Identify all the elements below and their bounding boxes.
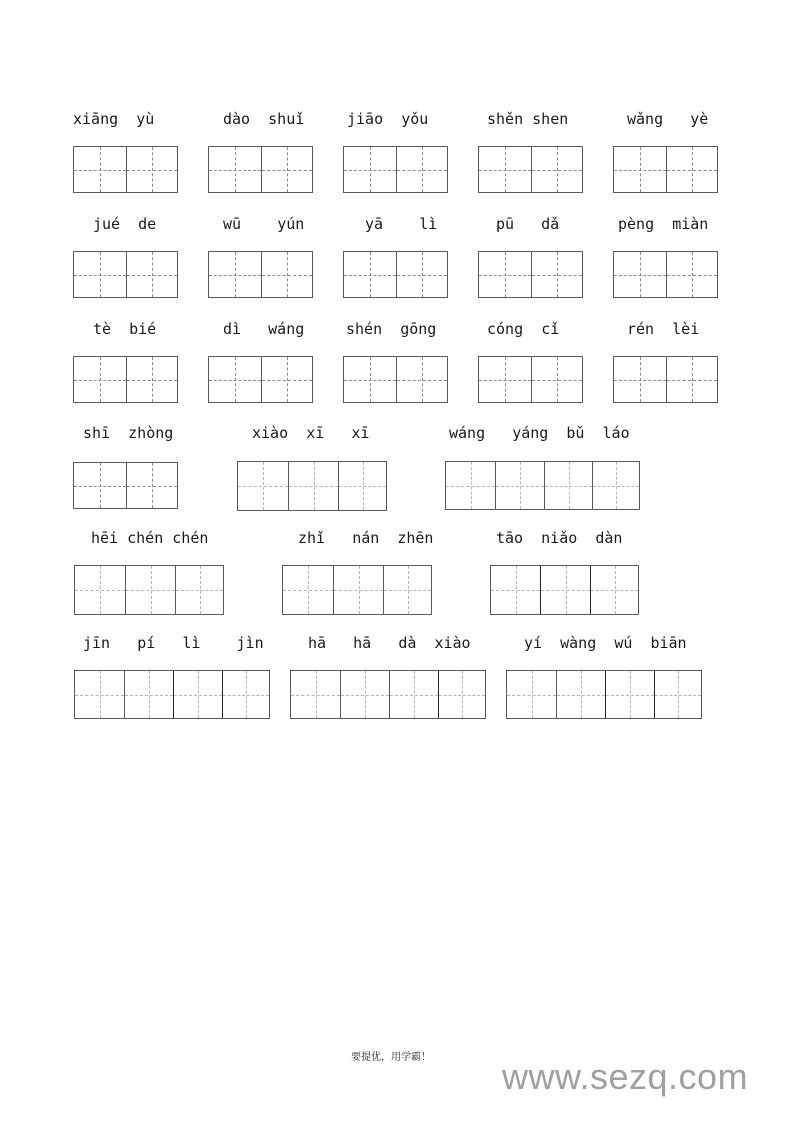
character-cell[interactable] (479, 252, 531, 297)
pinyin-syllable: yù (136, 110, 155, 128)
character-cell[interactable] (126, 252, 177, 297)
writing-grid[interactable] (506, 670, 702, 719)
character-cell[interactable] (124, 671, 173, 718)
pinyin-syllable: lì (182, 634, 201, 652)
pinyin-label (627, 110, 708, 128)
writing-grid[interactable] (343, 356, 448, 403)
pinyin-label (449, 424, 630, 442)
pinyin-syllable: gōng (400, 320, 437, 338)
pinyin-syllable: hā (308, 634, 327, 652)
character-cell[interactable] (344, 252, 396, 297)
character-cell[interactable] (338, 462, 386, 510)
pinyin-syllable: yā (365, 215, 384, 233)
character-cell[interactable] (396, 357, 447, 402)
pinyin-syllable: pí (137, 634, 156, 652)
character-cell[interactable] (74, 147, 126, 192)
character-cell[interactable] (446, 462, 495, 509)
character-cell[interactable] (592, 462, 639, 509)
pinyin-syllable: rén (627, 320, 655, 338)
pinyin-syllable: shuǐ (268, 110, 305, 128)
character-cell[interactable] (209, 357, 261, 402)
pinyin-syllable: chén (172, 529, 209, 547)
character-cell[interactable] (344, 357, 396, 402)
pinyin-syllable: pèng (618, 215, 655, 233)
writing-grid[interactable] (73, 356, 178, 403)
pinyin-syllable: yè (690, 110, 709, 128)
writing-grid[interactable] (282, 565, 432, 615)
character-cell[interactable] (291, 671, 340, 718)
character-cell[interactable] (531, 252, 582, 297)
pinyin-syllable: zhēn (397, 529, 434, 547)
character-cell[interactable] (261, 357, 312, 402)
pinyin-syllable: xī (351, 424, 370, 442)
writing-grid[interactable] (73, 146, 178, 193)
character-cell[interactable] (75, 671, 124, 718)
watermark-url: www.sezq.com (502, 1056, 749, 1097)
pinyin-label (347, 110, 428, 128)
character-cell[interactable] (396, 147, 447, 192)
writing-grid[interactable] (478, 251, 583, 298)
pinyin-syllable: lèi (672, 320, 700, 338)
pinyin-syllable: niǎo (541, 529, 578, 547)
pinyin-syllable: shen (532, 110, 569, 128)
pinyin-label (308, 634, 471, 652)
pinyin-label (91, 529, 208, 547)
writing-grid[interactable] (290, 670, 486, 719)
pinyin-syllable: jué (93, 215, 121, 233)
character-cell[interactable] (126, 147, 177, 192)
character-cell[interactable] (590, 566, 638, 614)
character-cell[interactable] (175, 566, 223, 614)
writing-grid[interactable] (73, 462, 178, 509)
character-cell[interactable] (614, 252, 666, 297)
character-cell[interactable] (491, 566, 540, 614)
pinyin-syllable: jìn (236, 634, 264, 652)
pinyin-syllable: zhòng (128, 424, 174, 442)
writing-grid[interactable] (343, 146, 448, 193)
pinyin-label (223, 215, 304, 233)
character-cell[interactable] (74, 463, 126, 508)
character-cell[interactable] (126, 357, 177, 402)
character-cell[interactable] (654, 671, 701, 718)
writing-grid[interactable] (613, 356, 718, 403)
writing-grid[interactable] (73, 251, 178, 298)
character-cell[interactable] (614, 357, 666, 402)
pinyin-syllable: láo (602, 424, 630, 442)
pinyin-syllable: tè (93, 320, 112, 338)
character-cell[interactable] (556, 671, 605, 718)
writing-grid[interactable] (237, 461, 387, 511)
character-cell[interactable] (340, 671, 389, 718)
pinyin-syllable: shén (346, 320, 383, 338)
pinyin-syllable: chén (127, 529, 164, 547)
character-cell[interactable] (283, 566, 333, 614)
pinyin-syllable: wǎng (627, 110, 664, 128)
writing-grid[interactable] (208, 251, 313, 298)
character-cell[interactable] (209, 252, 261, 297)
pinyin-label (223, 110, 304, 128)
character-cell[interactable] (531, 147, 582, 192)
character-cell[interactable] (438, 671, 485, 718)
character-cell[interactable] (666, 357, 717, 402)
writing-grid[interactable] (445, 461, 640, 510)
pinyin-syllable: wú (614, 634, 633, 652)
writing-grid[interactable] (613, 251, 718, 298)
pinyin-syllable: wáng (449, 424, 486, 442)
character-cell[interactable] (531, 357, 582, 402)
character-cell[interactable] (126, 463, 177, 508)
character-cell[interactable] (238, 462, 288, 510)
pinyin-syllable: lì (419, 215, 438, 233)
character-cell[interactable] (605, 671, 654, 718)
character-cell[interactable] (666, 252, 717, 297)
pinyin-syllable: xiào (252, 424, 289, 442)
character-cell[interactable] (383, 566, 431, 614)
character-cell[interactable] (614, 147, 666, 192)
character-cell[interactable] (396, 252, 447, 297)
pinyin-syllable: dì (223, 320, 242, 338)
pinyin-label (487, 110, 568, 128)
writing-grid[interactable] (478, 356, 583, 403)
writing-grid[interactable] (208, 356, 313, 403)
pinyin-label (346, 320, 436, 338)
writing-grid[interactable] (613, 146, 718, 193)
pinyin-label (618, 215, 708, 233)
pinyin-syllable: xiào (434, 634, 471, 652)
pinyin-syllable: yún (277, 215, 305, 233)
pinyin-syllable: yí (524, 634, 543, 652)
pinyin-syllable: nán (352, 529, 380, 547)
character-cell[interactable] (209, 147, 261, 192)
pinyin-syllable: yáng (512, 424, 549, 442)
character-cell[interactable] (333, 566, 383, 614)
pinyin-label (365, 215, 437, 233)
character-cell[interactable] (495, 462, 544, 509)
character-cell[interactable] (540, 566, 590, 614)
pinyin-label (252, 424, 369, 442)
character-cell[interactable] (125, 566, 175, 614)
pinyin-syllable: jīn (83, 634, 111, 652)
pinyin-syllable: de (138, 215, 157, 233)
writing-grid[interactable] (478, 146, 583, 193)
pinyin-label (223, 320, 304, 338)
pinyin-label (627, 320, 699, 338)
pinyin-label (83, 424, 173, 442)
pinyin-syllable: shī (83, 424, 111, 442)
pinyin-label (496, 529, 622, 547)
pinyin-syllable: wáng (268, 320, 305, 338)
pinyin-syllable: bié (129, 320, 157, 338)
pinyin-syllable: wū (223, 215, 242, 233)
pinyin-syllable: hā (353, 634, 372, 652)
character-cell[interactable] (261, 147, 312, 192)
pinyin-label (93, 320, 156, 338)
pinyin-syllable: hēi (91, 529, 119, 547)
writing-grid[interactable] (208, 146, 313, 193)
pinyin-label (73, 110, 154, 128)
character-cell[interactable] (389, 671, 438, 718)
pinyin-label (298, 529, 433, 547)
character-cell[interactable] (261, 252, 312, 297)
pinyin-syllable: dǎ (541, 215, 560, 233)
character-cell[interactable] (288, 462, 338, 510)
pinyin-label (524, 634, 687, 652)
pinyin-label (487, 320, 559, 338)
character-cell[interactable] (75, 566, 125, 614)
pinyin-label (83, 634, 264, 652)
footer-slogan: 要提优，用学霸！ (351, 1052, 431, 1063)
writing-grid[interactable] (490, 565, 639, 615)
pinyin-syllable: dà (398, 634, 417, 652)
character-cell[interactable] (74, 252, 126, 297)
character-cell[interactable] (74, 357, 126, 402)
character-cell[interactable] (544, 462, 592, 509)
pinyin-label (496, 215, 559, 233)
pinyin-syllable: biān (650, 634, 687, 652)
writing-grid[interactable] (74, 565, 224, 615)
pinyin-syllable: cǐ (541, 320, 560, 338)
character-cell[interactable] (173, 671, 222, 718)
pinyin-syllable: jiāo (347, 110, 384, 128)
pinyin-syllable: xī (306, 424, 325, 442)
character-cell[interactable] (666, 147, 717, 192)
writing-grid[interactable] (74, 670, 270, 719)
pinyin-syllable: cóng (487, 320, 524, 338)
character-cell[interactable] (344, 147, 396, 192)
pinyin-syllable: dàn (595, 529, 623, 547)
character-cell[interactable] (507, 671, 556, 718)
pinyin-syllable: xiāng (73, 110, 119, 128)
pinyin-syllable: tāo (496, 529, 524, 547)
character-cell[interactable] (222, 671, 269, 718)
character-cell[interactable] (479, 357, 531, 402)
pinyin-syllable: dào (223, 110, 251, 128)
pinyin-syllable: pū (496, 215, 515, 233)
pinyin-syllable: yǒu (401, 110, 429, 128)
pinyin-label (93, 215, 156, 233)
pinyin-syllable: zhǐ (298, 529, 326, 547)
pinyin-syllable: shěn (487, 110, 524, 128)
pinyin-syllable: wàng (560, 634, 597, 652)
character-cell[interactable] (479, 147, 531, 192)
writing-grid[interactable] (343, 251, 448, 298)
pinyin-syllable: bǔ (566, 424, 585, 442)
pinyin-syllable: miàn (672, 215, 709, 233)
